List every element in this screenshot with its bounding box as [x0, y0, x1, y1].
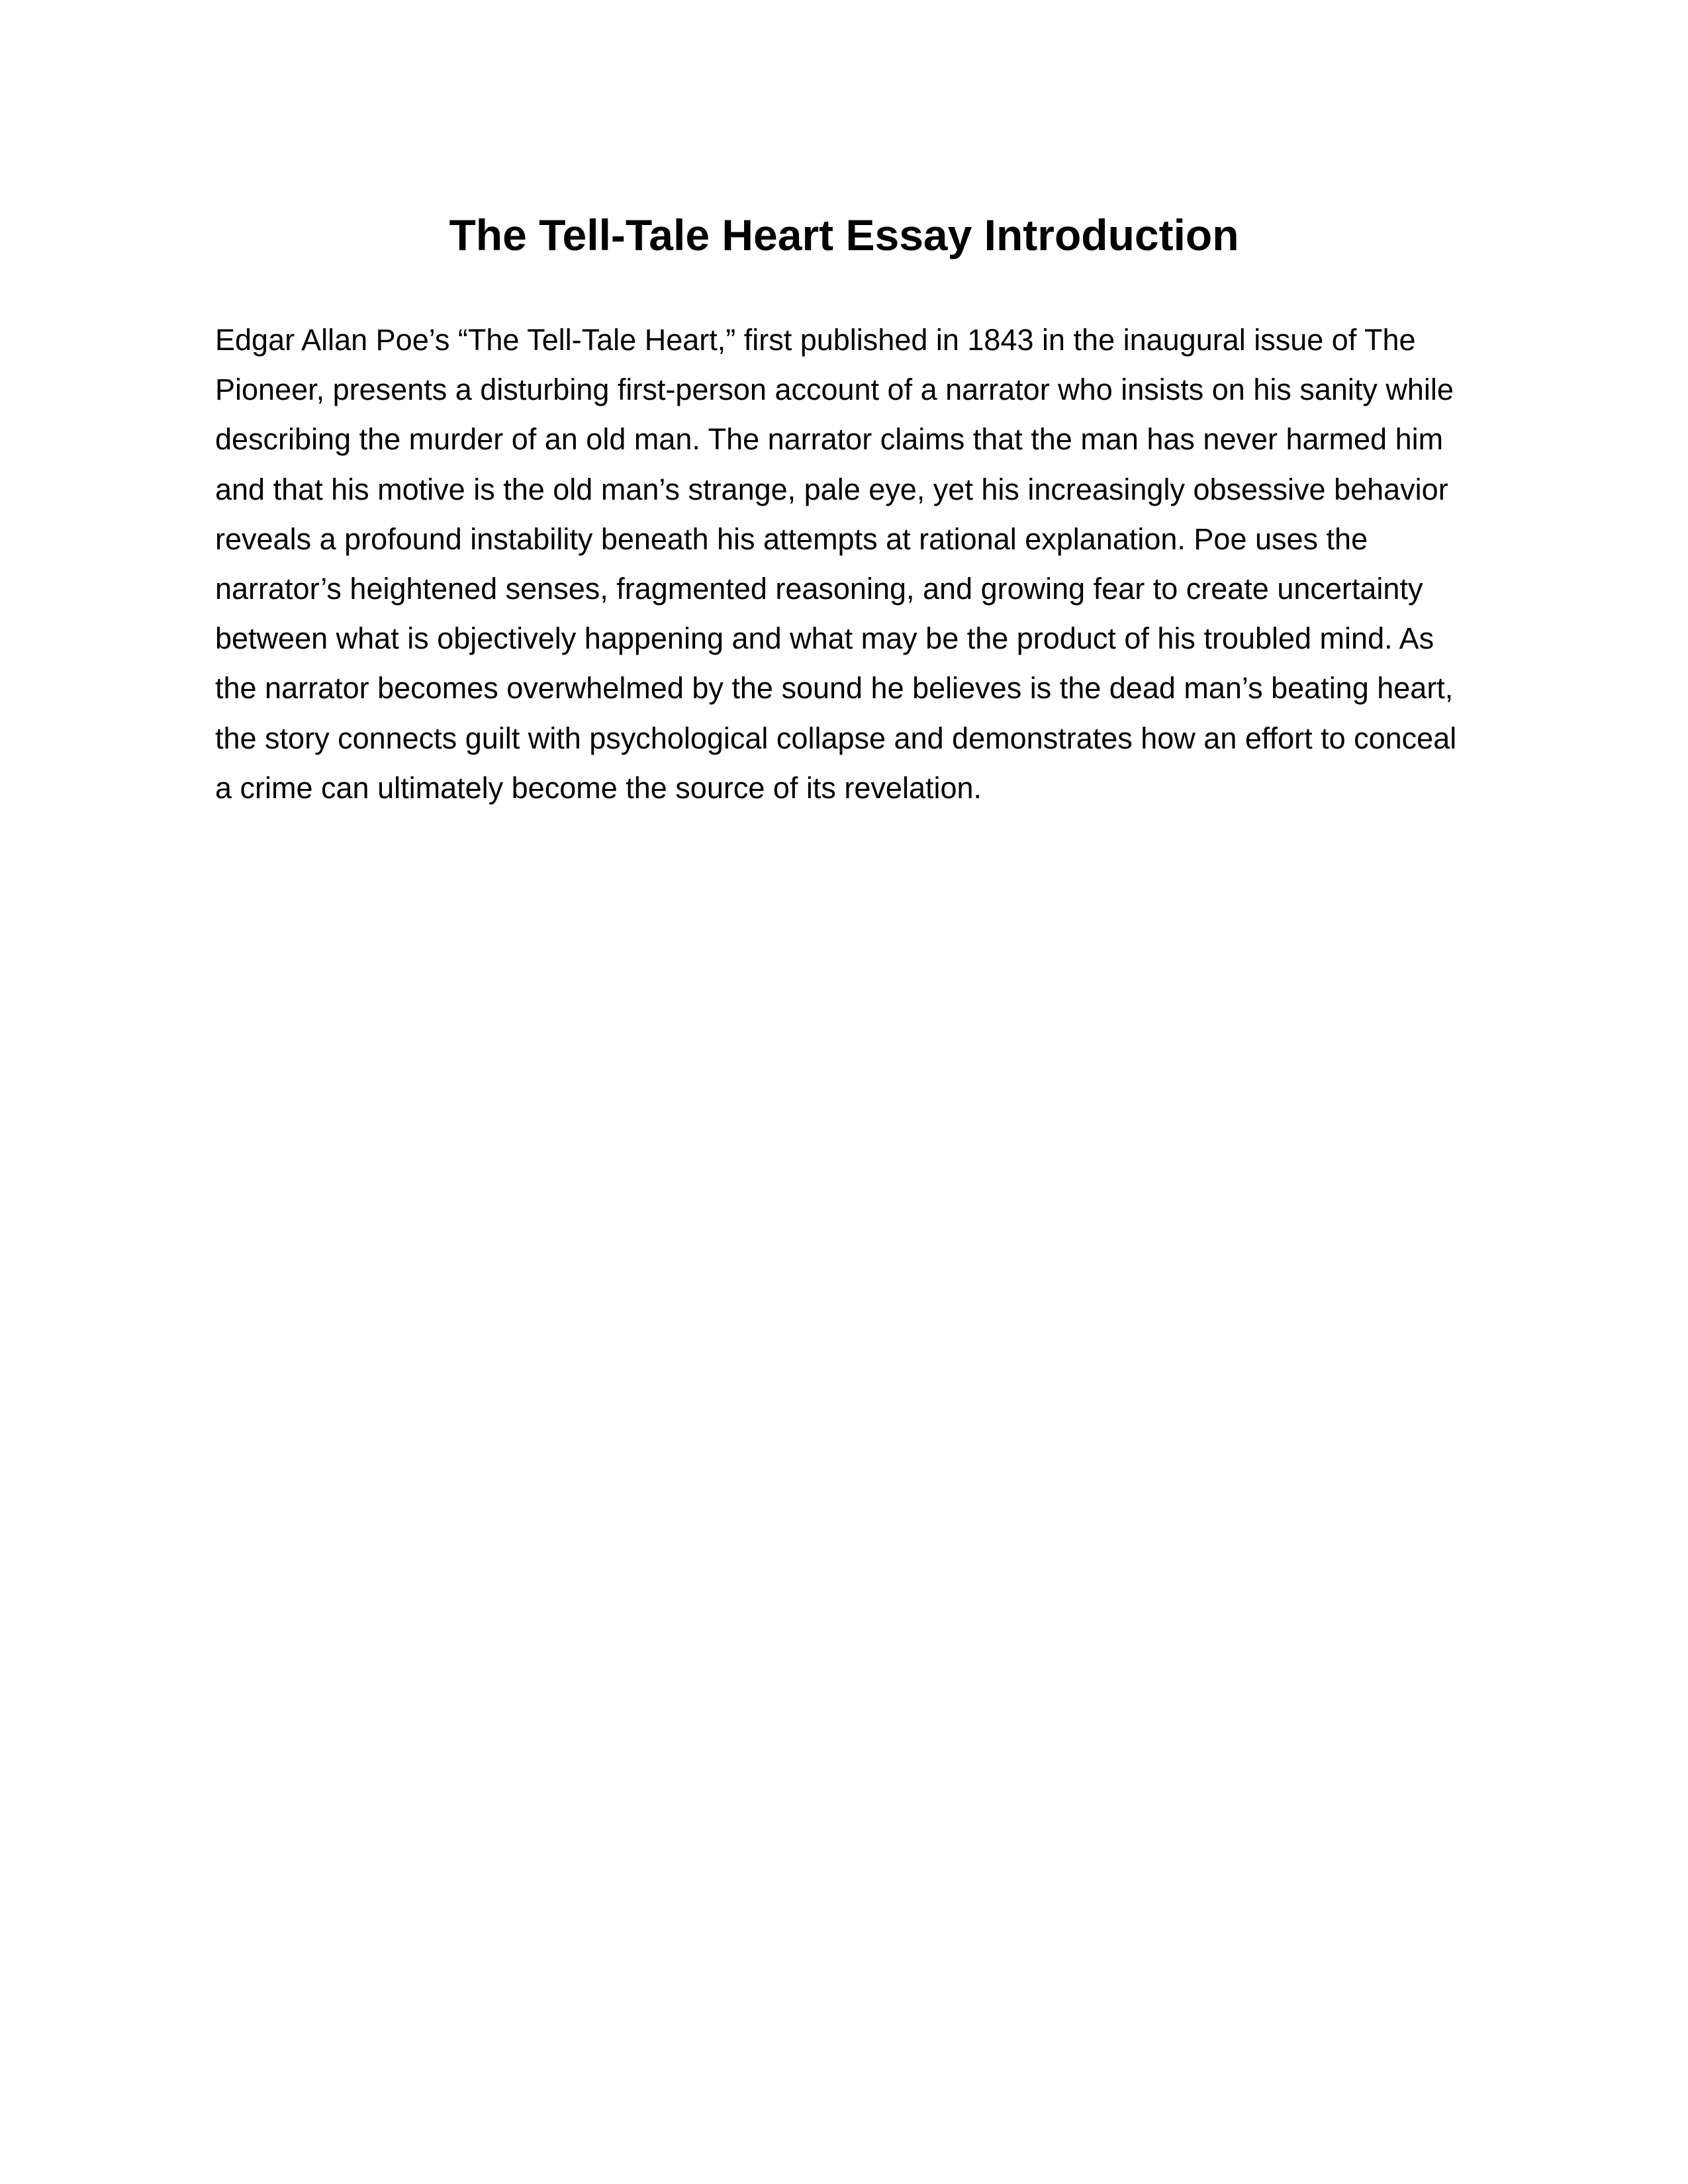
page-title: The Tell-Tale Heart Essay Introduction	[449, 210, 1239, 259]
essay-paragraph: Edgar Allan Poe’s “The Tell-Tale Heart,” first published in 1843 in the inaugural issue of The Pioneer, presents a disturbing first-person account of a narrator who insists on his sanity while describing the murder of an old man. The narrator claims that the man has never harmed him and that his motive is the old man’s strange, pale eye, yet his increasingly obsessive behavior reveals a profound instability beneath his attempts at rational explanation. Poe uses the narrator’s heightened senses, fragmented reasoning, and growing fear to create uncertainty between what is objectively happening and what may be the product of his troubled mind. As the narrator becomes overwhelmed by the sound he believes is the dead man’s beating heart, the story connects guilt with psychological collapse and demonstrates how an effort to conceal a crime can ultimately become the source of its revelation.	[215, 323, 1457, 805]
